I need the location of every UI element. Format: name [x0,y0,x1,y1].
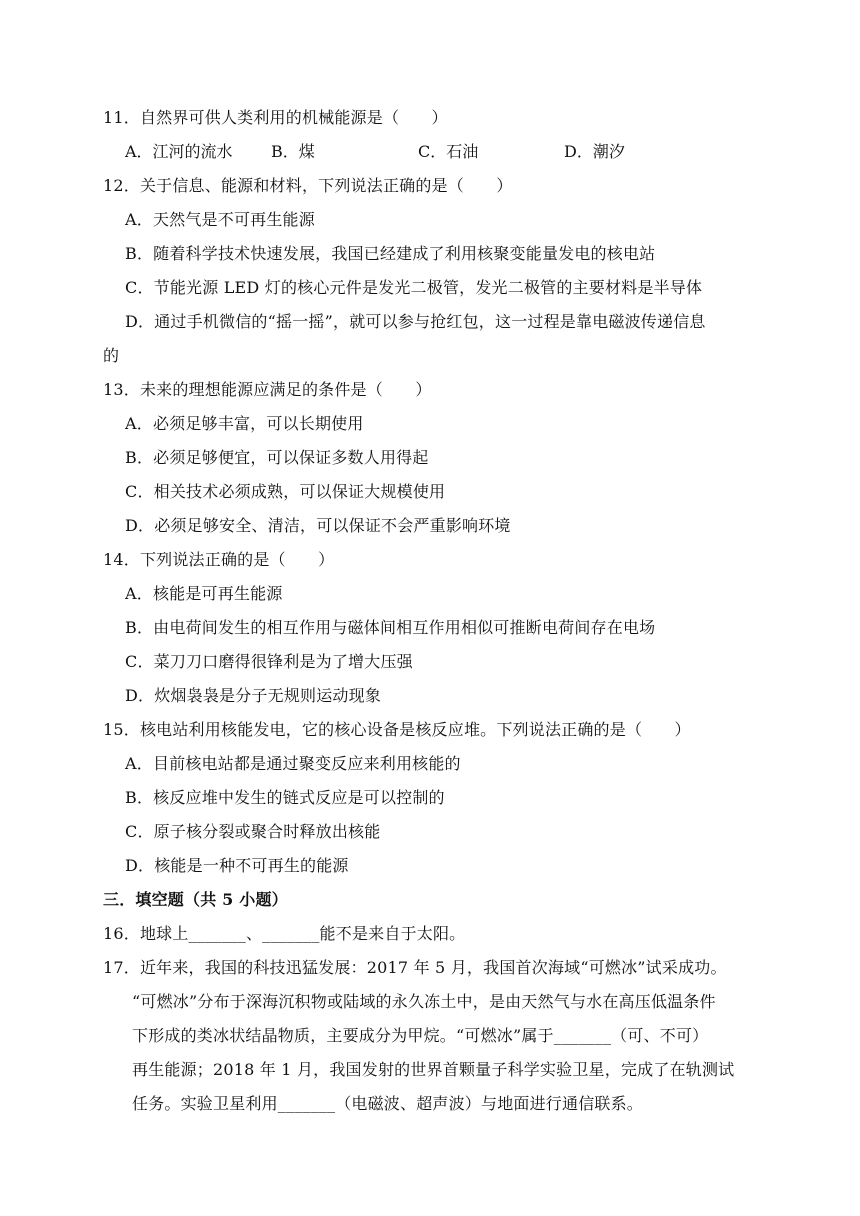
question-15-option-c: C．原子核分裂或聚合时释放出核能 [125,822,381,841]
question-11-option-d: D．潮汐 [564,142,625,161]
question-14-stem: 14．下列说法正确的是（ ） [103,550,335,569]
question-13-option-b: B．必须足够便宜，可以保证多数人用得起 [125,448,429,467]
question-11-stem: 11．自然界可供人类利用的机械能源是（ ） [103,108,448,127]
question-17-line-3: 下形成的类冰状结晶物质，主要成分为甲烷。“可燃冰”属于_______（可、不可） [132,1026,709,1045]
question-15-stem: 15．核电站利用核能发电，它的核心设备是核反应堆。下列说法正确的是（ ） [103,720,691,739]
question-14-option-c: C．菜刀刀口磨得很锋利是为了增大压强 [125,652,413,671]
question-15-option-d: D．核能是一种不可再生的能源 [125,856,349,875]
question-16-text: 16．地球上_______、_______能不是来自于太阳。 [103,924,466,943]
question-12-option-c: C．节能光源 LED 灯的核心元件是发光二极管，发光二极管的主要材料是半导体 [125,278,703,297]
question-12-stem: 12．关于信息、能源和材料，下列说法正确的是（ ） [103,176,513,195]
question-13-option-c: C．相关技术必须成熟，可以保证大规模使用 [125,482,446,501]
question-17-line-5: 任务。实验卫星利用_______（电磁波、超声波）与地面进行通信联系。 [132,1094,644,1113]
question-11-option-c: C．石油 [418,142,479,161]
question-11-option-a: A．江河的流水 [125,142,233,161]
question-15-option-b: B．核反应堆中发生的链式反应是可以控制的 [125,788,445,807]
question-14-option-b: B．由电荷间发生的相互作用与磁体间相互作用相似可推断电荷间存在电场 [125,618,656,637]
question-13-option-a: A．必须足够丰富，可以长期使用 [125,414,364,433]
question-17-line-2: “可燃冰”分布于深海沉积物或陆域的永久冻土中，是由天然气与水在高压低温条件 [132,992,716,1011]
question-12-option-a: A．天然气是不可再生能源 [125,210,315,229]
question-17-line-4: 再生能源；2018 年 1 月，我国发射的世界首颗量子科学实验卫星，完成了在轨测试 [132,1060,735,1079]
question-15-option-a: A．目前核电站都是通过聚变反应来利用核能的 [125,754,461,773]
question-14-option-d: D．炊烟袅袅是分子无规则运动现象 [125,686,382,705]
section-heading-fill-in: 三．填空题（共 5 小题） [103,890,288,909]
question-13-option-d: D．必须足够安全、清洁，可以保证不会严重影响环境 [125,516,511,535]
question-12-option-d: D．通过手机微信的“摇一摇”，就可以参与抢红包，这一过程是靠电磁波传递信息 [125,312,706,331]
question-17-line-1: 17．近年来，我国的科技迅猛发展：2017 年 5 月，我国首次海域“可燃冰”试采成功。 [103,958,727,977]
question-12-option-d-continued: 的 [103,346,120,365]
question-14-option-a: A．核能是可再生能源 [125,584,283,603]
question-13-stem: 13．未来的理想能源应满足的条件是（ ） [103,380,432,399]
question-11-option-b: B．煤 [271,142,315,161]
question-12-option-b: B．随着科学技术快速发展，我国已经建成了利用核聚变能量发电的核电站 [125,244,656,263]
